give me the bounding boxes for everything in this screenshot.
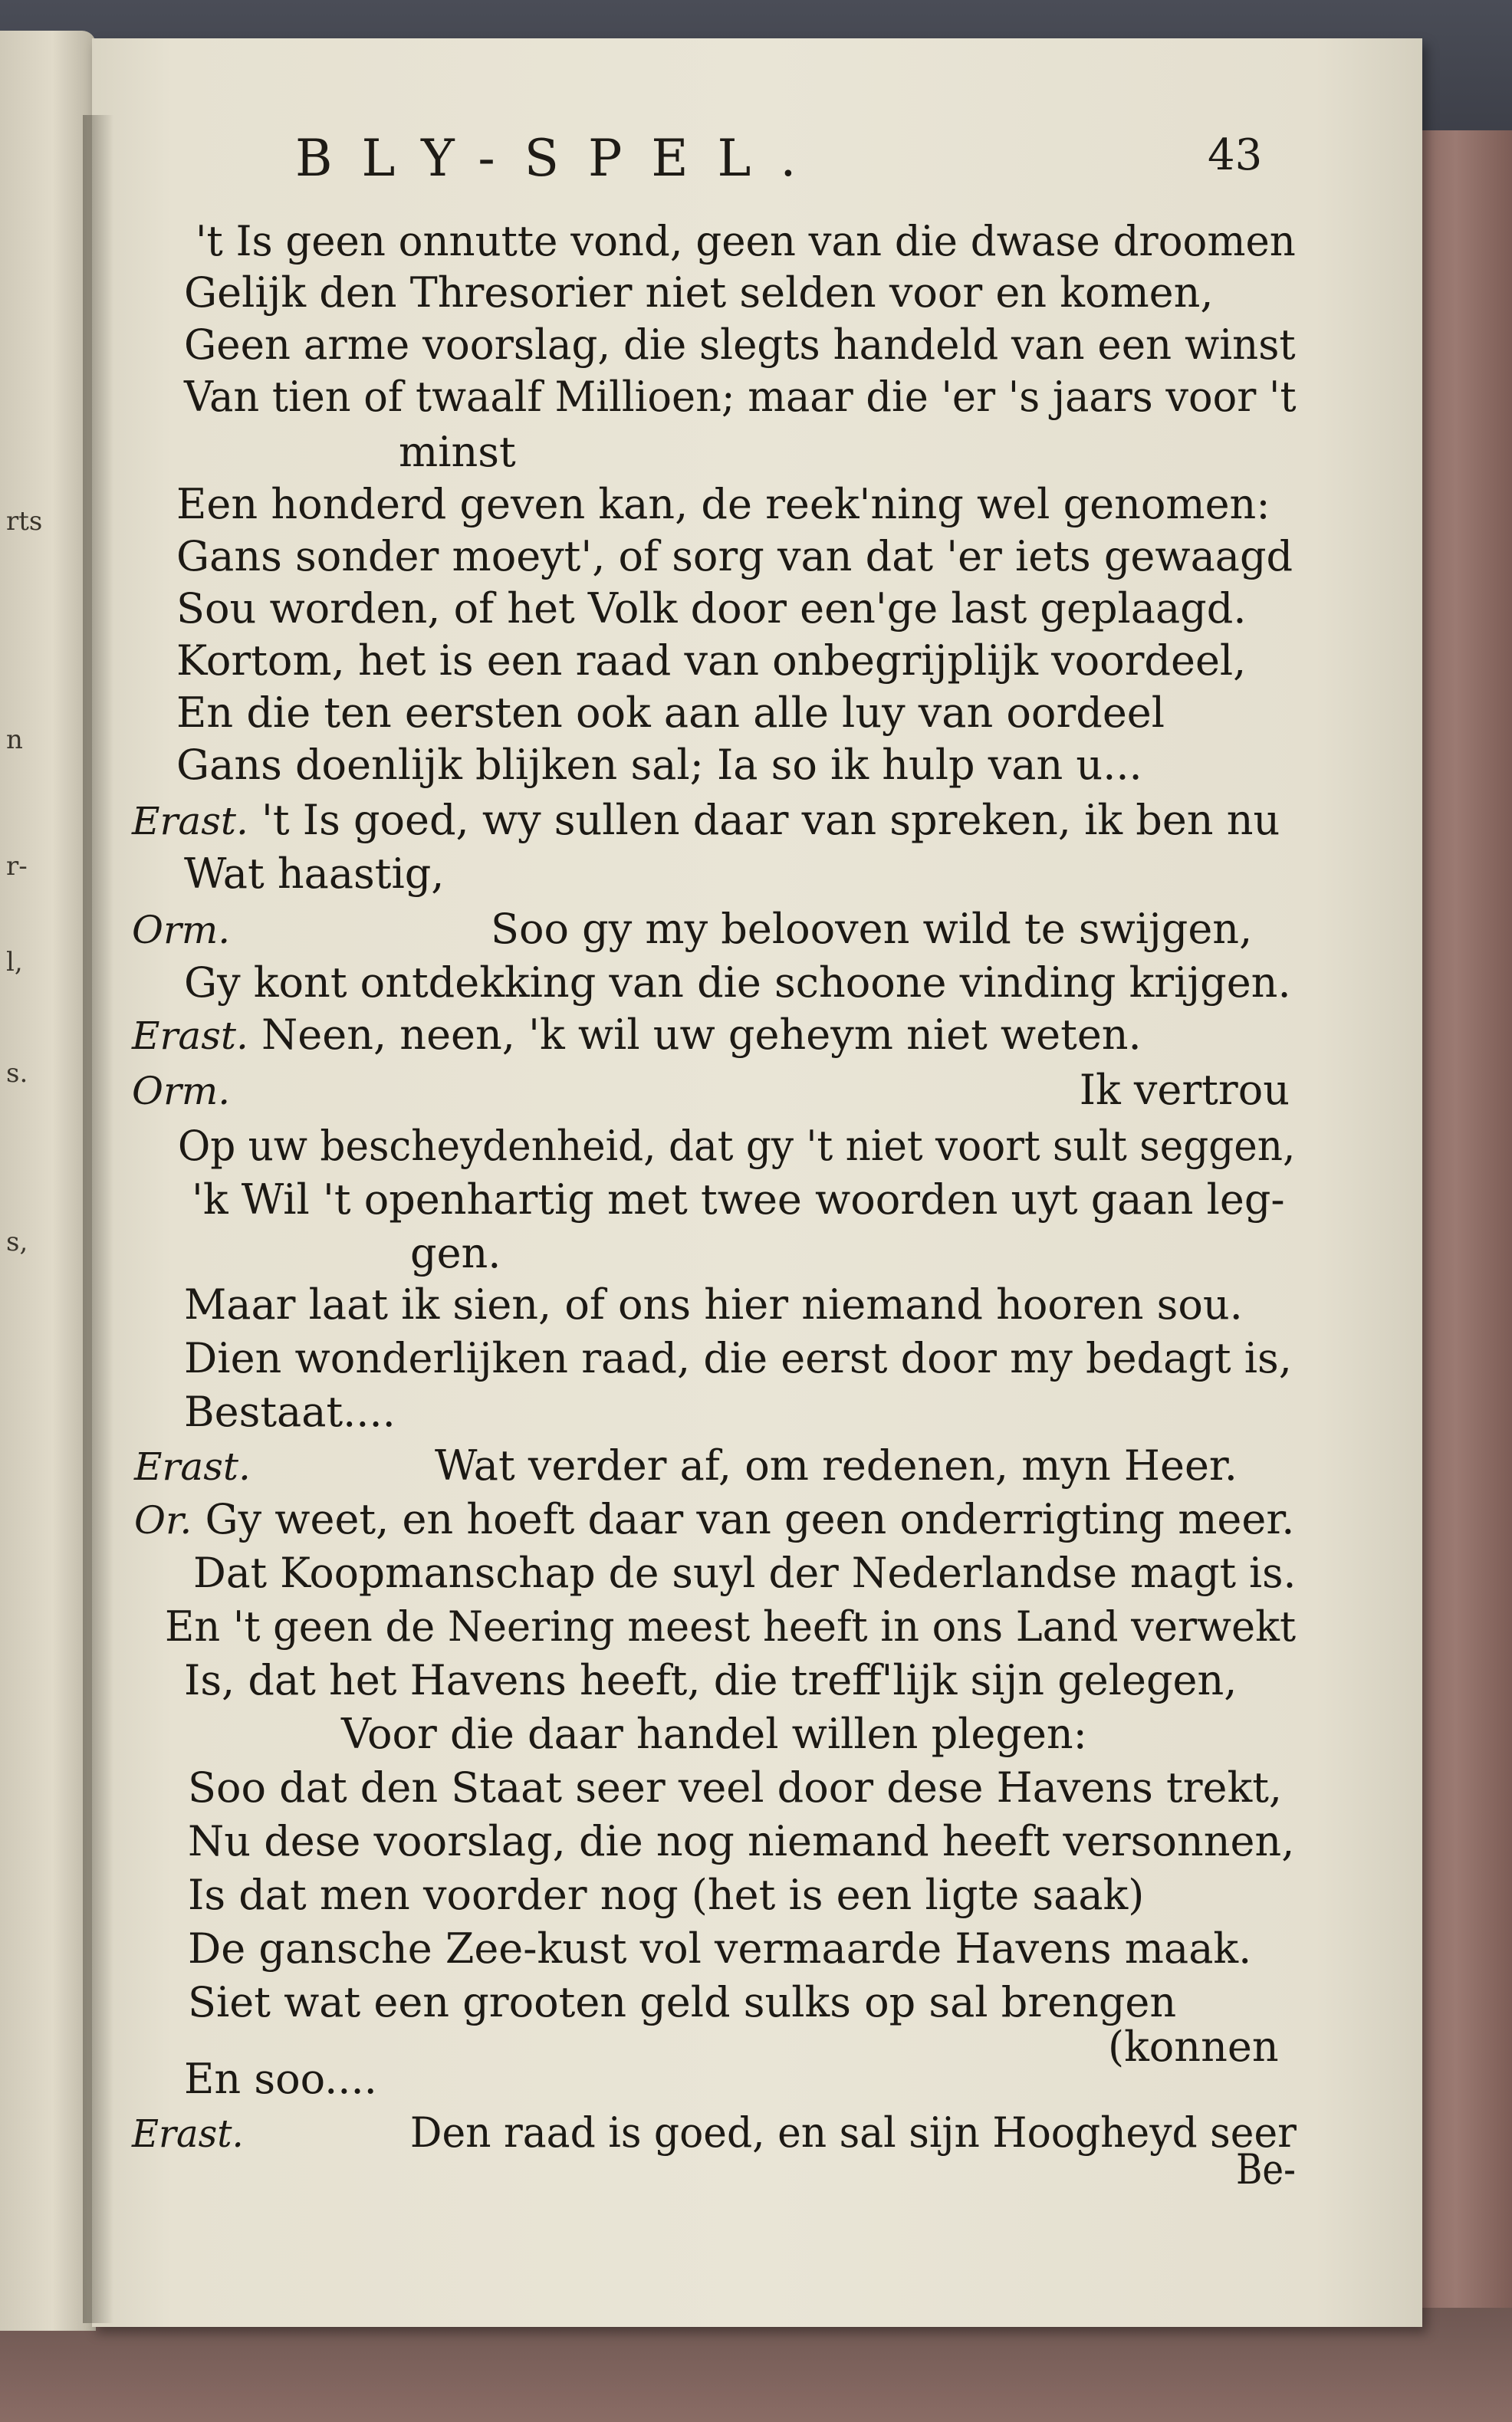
text-line: 't Is geen onnutte vond, geen van die dwase droomen xyxy=(196,217,1296,265)
speaker-label: Orm. xyxy=(132,1069,231,1113)
text-line: Soo dat den Staat seer veel door dese Havens trekt, xyxy=(188,1763,1283,1812)
left-page-fragment: s, xyxy=(6,1227,28,1257)
left-page-fragment: n xyxy=(6,725,23,755)
text-line: En soo.... xyxy=(184,2055,377,2103)
text-line: Erast. Neen, neen, 'k wil uw geheym niet weten. xyxy=(132,1011,1142,1059)
text-line: Siet wat een grooten geld sulks op sal brengen xyxy=(188,1978,1177,2026)
left-page-edge xyxy=(0,31,96,2331)
text-line: Van tien of twaalf Millioen; maar die 'er 's jaars voor 't xyxy=(184,373,1297,421)
text-line: Gans doenlijk blijken sal; Ia so ik hulp van u... xyxy=(176,741,1142,789)
text-line: Erast. Den raad is goed, en sal sijn Hoogheyd seer xyxy=(132,2108,1297,2157)
speaker-label: Orm. xyxy=(132,908,231,952)
left-page-fragment: s. xyxy=(6,1058,28,1089)
left-page-fragment: rts xyxy=(6,506,43,537)
text-line: Geen arme voorslag, die slegts handeld van een winst xyxy=(184,320,1296,369)
running-title: BLY-SPEL. xyxy=(295,129,826,188)
text-line: Gelijk den Thresorier niet selden voor en komen, xyxy=(184,268,1214,317)
text-line: Is dat men voorder nog (het is een ligte saak) xyxy=(188,1871,1145,1919)
text-line: Dien wonderlijken raad, die eerst door my bedagt is, xyxy=(184,1334,1292,1382)
text-line: Orm. Ik vertrou xyxy=(132,1066,1290,1114)
text-line: De gansche Zee-kust vol vermaarde Havens maak. xyxy=(188,1924,1252,1973)
left-page-fragment: r- xyxy=(6,851,28,882)
text-line: Gy kont ontdekking van die schoone vinding krijgen. xyxy=(184,958,1291,1007)
text-line: Erast. Wat verder af, om redenen, myn Heer. xyxy=(134,1441,1238,1490)
text-line: En 't geen de Neering meest heeft in ons Land verwekt xyxy=(165,1602,1297,1651)
text-line: gen. xyxy=(410,1229,501,1277)
cloth-background xyxy=(1418,130,1512,2422)
speaker-label: Erast. xyxy=(132,1014,248,1058)
text-line: Orm. Soo gy my belooven wild te swijgen, xyxy=(132,905,1253,953)
text-line: Erast. 't Is goed, wy sullen daar van spreken, ik ben nu xyxy=(132,796,1280,844)
text-line: Bestaat.... xyxy=(184,1388,396,1436)
text-line: Wat haastig, xyxy=(184,850,445,898)
text-line: 'k Wil 't openhartig met twee woorden uyt gaan leg- xyxy=(192,1175,1285,1224)
text-line: Een honderd geven kan, de reek'ning wel genomen: xyxy=(176,480,1270,528)
speaker-label: Erast. xyxy=(134,1444,251,1489)
text-line: Be- xyxy=(1236,2145,1296,2194)
text-line: Is, dat het Havens heeft, die treff'lijk sijn gelegen, xyxy=(184,1656,1238,1704)
text-line: Gans sonder moeyt', of sorg van dat 'er iets gewaagd xyxy=(176,532,1293,580)
text-line: Op uw bescheydenheid, dat gy 't niet voort sult seggen, xyxy=(178,1122,1296,1170)
page-number: 43 xyxy=(1208,130,1263,180)
text-line: En die ten eersten ook aan alle luy van oordeel xyxy=(176,688,1165,737)
text-line: Dat Koopmanschap de suyl der Nederlandse magt is. xyxy=(193,1549,1297,1597)
text-line: Voor die daar handel willen plegen: xyxy=(341,1710,1087,1758)
speaker-label: Erast. xyxy=(132,799,248,843)
text-line: Nu dese voorslag, die nog niemand heeft versonnen, xyxy=(188,1817,1295,1865)
text-line: (konnen xyxy=(1108,2023,1279,2071)
text-line: Maar laat ik sien, of ons hier niemand hooren sou. xyxy=(184,1280,1243,1329)
text-line: Kortom, het is een raad van onbegrijplijk voordeel, xyxy=(176,636,1247,685)
text-line: minst xyxy=(399,428,516,476)
speaker-label: Erast. xyxy=(132,2111,244,2156)
speaker-label: Or. xyxy=(134,1498,192,1543)
text-line: Sou worden, of het Volk door een'ge last geplaagd. xyxy=(176,584,1247,633)
page-gutter-shadow xyxy=(83,115,113,2323)
text-line: Or. Gy weet, en hoeft daar van geen onderrigting meer. xyxy=(134,1495,1295,1543)
left-page-fragment: l, xyxy=(6,947,23,978)
